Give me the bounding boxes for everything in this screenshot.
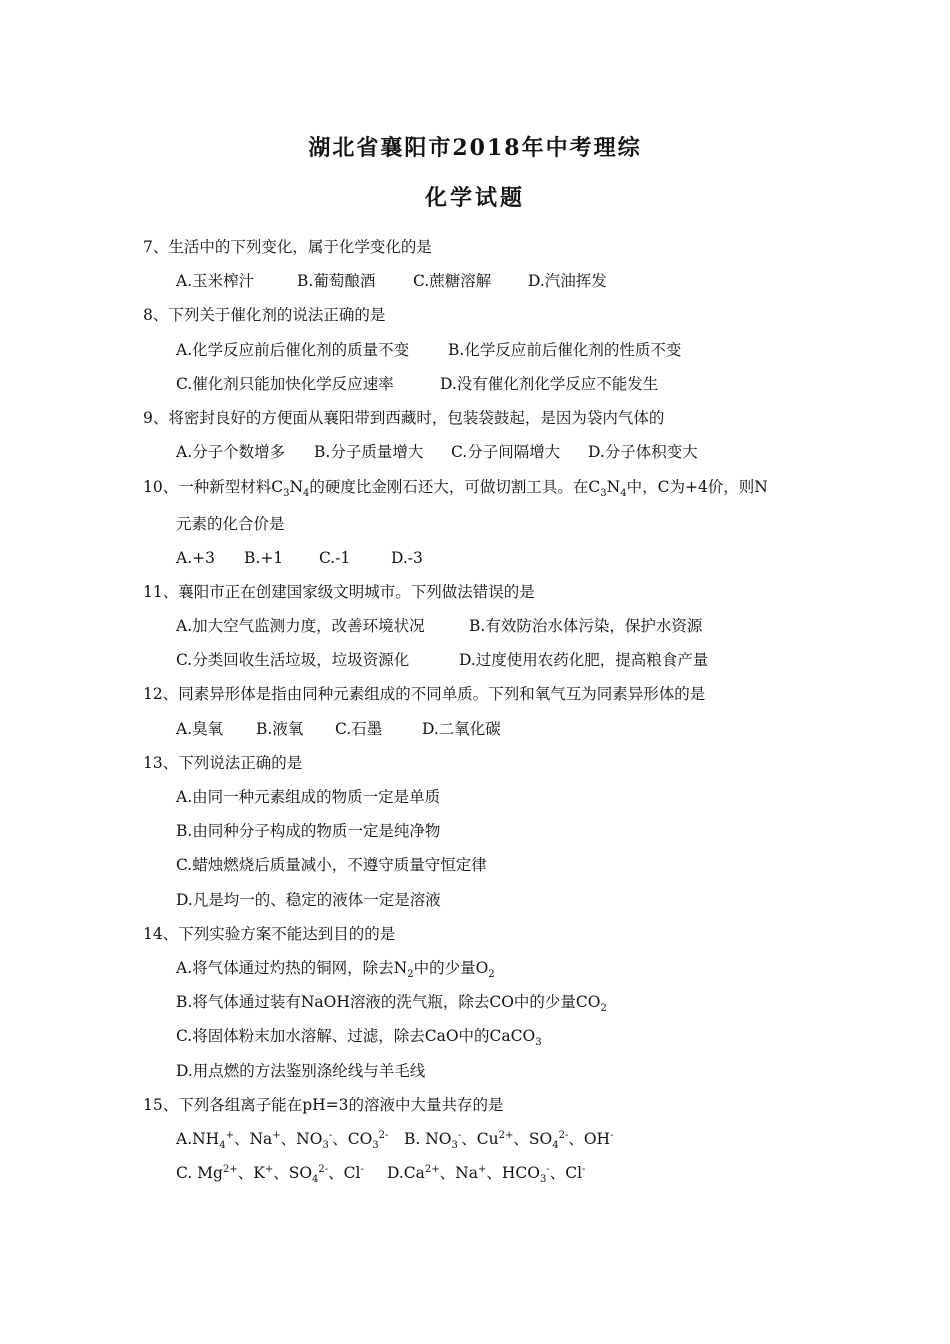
option-d: D.过度使用农药化肥，提高粮食产量 [459,651,709,669]
page-title: 湖北省襄阳市2018年中考理综 [308,135,642,161]
question-14-option-d: D.用点燃的方法鉴别涤纶线与羊毛线 [176,1062,426,1080]
option-a: A.加大空气监测力度，改善环境状况 [176,617,425,635]
question-13-option-a: A.由同一种元素组成的物质一定是单质 [176,788,441,806]
option-b: B.化学反应前后催化剂的性质不变 [448,341,682,359]
option-a: A.+3 [176,549,215,567]
option-a: $A.NH_4^+$、Na+、$NO_3^-$、$CO_3^{2-}$ [176,1129,389,1152]
question-9-options [176,441,698,463]
question-7-options [176,270,607,292]
option-c: C.蔗糖溶解 [413,272,492,290]
question-14-option-c: C.将固体粉末加水溶解、过滤，除去CaO中的CaCO$_3$ [176,1027,542,1049]
option-c: C.-1 [319,549,351,567]
question-13-stem: 13、下列说法正确的是 [143,754,303,772]
question-15-options-row1 [176,1128,613,1150]
question-13-option-d: D.凡是均一的、稳定的液体一定是溶液 [176,891,441,909]
option-b: B.分子质量增大 [314,443,424,461]
option-a: A.分子个数增多 [176,443,286,461]
question-7-stem: 7、生活中的下列变化，属于化学变化的是 [143,238,432,256]
option-a: A.臭氧 [176,720,224,738]
question-8-options-row2 [176,373,658,395]
question-12-stem: 12、同素异形体是指由同种元素组成的不同单质。下列和氧气互为同素异形体的是 [143,685,706,703]
question-11-stem: 11、襄阳市正在创建国家级文明城市。下列做法错误的是 [143,583,535,601]
question-13-option-c: C.蜡烛燃烧后质量减小，不遵守质量守恒定律 [176,856,487,874]
option-b: B.+1 [244,549,284,567]
question-14-option-b: B.将气体通过装有NaOH溶液的洗气瓶，除去CO中的少量$CO_2$ [176,993,607,1015]
question-11-options-row1 [176,615,702,637]
option-a: A.化学反应前后催化剂的质量不变 [176,341,410,359]
question-10-options [176,547,423,569]
option-c: C.催化剂只能加快化学反应速率 [176,375,394,393]
question-8-options-row1 [176,339,681,361]
page-subtitle: 化学试题 [424,185,525,211]
question-15-stem: 15、下列各组离子能在pH=3的溶液中大量共存的是 [143,1096,504,1114]
option-d: D.分子体积变大 [588,443,698,461]
option-c: C.分类回收生活垃圾，垃圾资源化 [176,651,410,669]
option-d: D.没有催化剂化学反应不能发生 [440,375,659,393]
option-b: B.葡萄酿酒 [297,272,376,290]
option-d: D.二氧化碳 [422,720,501,738]
option-c: C. $Mg^{2+}$、K+、$SO_4^{2-}$、Cl- [176,1163,364,1186]
option-a: A.玉米榨汁 [176,272,255,290]
option-d: D.-3 [391,549,423,567]
option-d: D.汽油挥发 [528,272,607,290]
question-14-option-a: A.将气体通过灼热的铜网，除去$N_2$中的少量$O_2$ [176,959,495,981]
option-c: C.石墨 [335,720,383,738]
option-b: B.有效防治水体污染，保护水资源 [469,617,703,635]
question-9-stem: 9、将密封良好的方便面从襄阳带到西藏时，包装袋鼓起，是因为袋内气体的 [143,409,665,427]
question-14-stem: 14、下列实验方案不能达到目的的是 [143,925,396,943]
question-11-options-row2 [176,649,708,671]
question-12-options [176,718,501,740]
option-b: B. $NO_3^-$、$Cu^{2+}$、$SO_4^{2-}$、OH- [404,1129,614,1152]
question-10-stem: 10、一种新型材料$C_3N_4$的硬度比金刚石还大，可做切割工具。在$C_3N_4$中，C为+4价，则N [143,478,768,500]
question-8-stem: 8、下列关于催化剂的说法正确的是 [143,306,386,324]
option-b: B.液氧 [256,720,304,738]
option-d: $D.Ca^{2+}$、Na+、$HCO_3^-$、Cl- [387,1163,586,1186]
question-10-stem-line2: 元素的化合价是 [176,515,285,533]
question-13-option-b: B.由同种分子构成的物质一定是纯净物 [176,822,441,840]
question-15-options-row2 [176,1162,585,1184]
option-c: C.分子间隔增大 [451,443,561,461]
